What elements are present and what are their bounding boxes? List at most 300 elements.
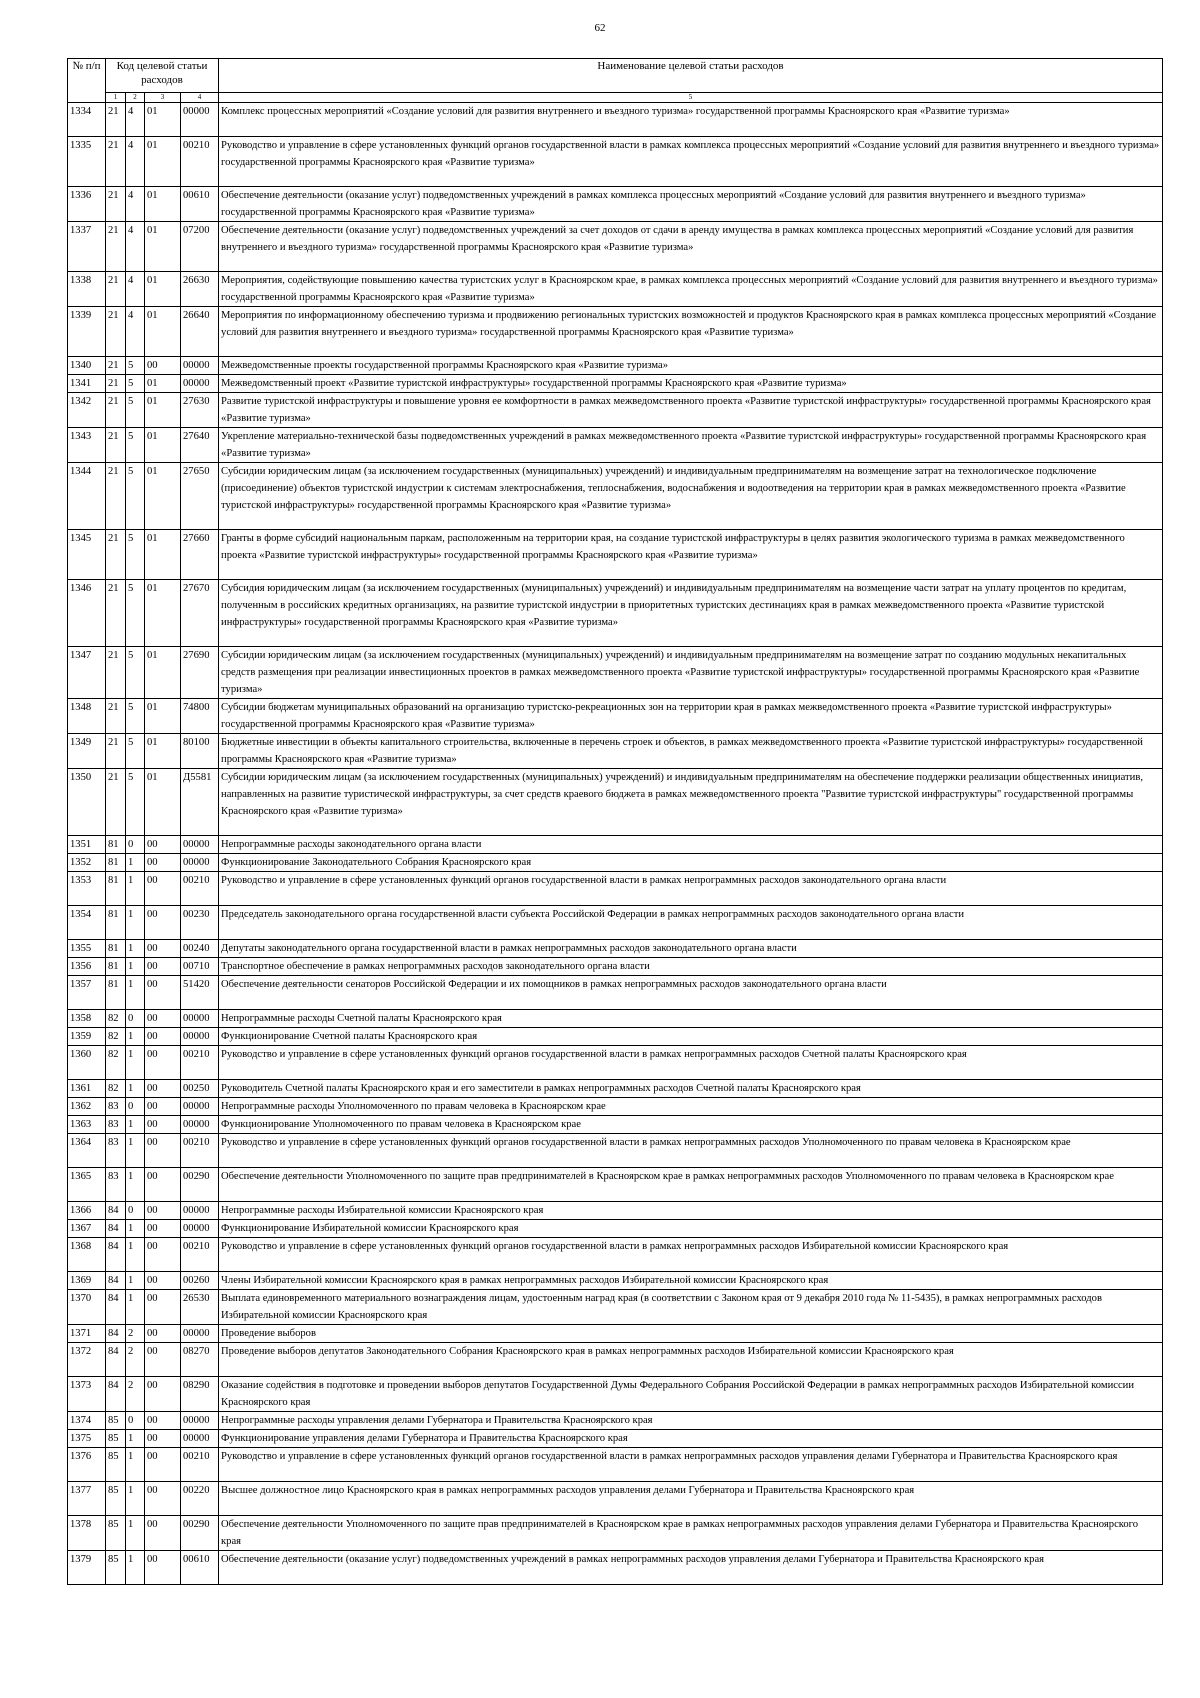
table-subheader-row — [68, 93, 1163, 103]
row-name: Функционирование Уполномоченного по правам человека в Красноярском крае — [219, 1116, 1163, 1134]
code-element: 01 — [145, 187, 181, 222]
row-name: Субсидии юридическим лицам (за исключением государственных (муниципальных) учреждений) и индивидуальным предпринимателям на возмещение затрат по созданию модульных некапитальных средств размещения при реализации инвестиционных проектов в рамках межведомственного проекта «Развитие туристской инфраструктуры» государственной программы Красноярского края «Развитие туризма» — [219, 647, 1163, 699]
code-element: 01 — [145, 734, 181, 769]
code-program: 21 — [106, 769, 126, 836]
code-subprogram: 5 — [126, 463, 145, 530]
code-program: 81 — [106, 940, 126, 958]
code-direction: 00000 — [181, 1116, 219, 1134]
code-program: 21 — [106, 734, 126, 769]
row-name: Субсидия юридическим лицам (за исключением государственных (муниципальных) учреждений) и индивидуальным предпринимателям на возмещение части затрат на уплату процентов по кредитам, полученным в российских кредитных организациях, на развитие туристской индустрии в приоритетных туристских дестинациях края в рамках межведомственного проекта «Развитие туристской инфраструктуры» государственной программы Красноярского края «Развитие туризма» — [219, 580, 1163, 647]
table-row — [68, 1377, 1163, 1412]
row-number: 1345 — [68, 530, 106, 580]
code-element: 00 — [145, 1116, 181, 1134]
row-name: Обеспечение деятельности Уполномоченного по защите прав предпринимателей в Красноярском крае в рамках непрограммных расходов Уполномоченного по правам человека в Красноярском крае — [219, 1168, 1163, 1202]
row-name: Непрограммные расходы Счетной палаты Красноярского края — [219, 1010, 1163, 1028]
table-row — [68, 1238, 1163, 1272]
code-subprogram: 0 — [126, 1098, 145, 1116]
row-name: Члены Избирательной комиссии Красноярского края в рамках непрограммных расходов Избирательной комиссии Красноярского края — [219, 1272, 1163, 1290]
table-row — [68, 222, 1163, 272]
code-direction: 27640 — [181, 428, 219, 463]
code-direction: 00260 — [181, 1272, 219, 1290]
code-element: 00 — [145, 872, 181, 906]
code-element: 01 — [145, 103, 181, 137]
row-number: 1377 — [68, 1482, 106, 1516]
row-number: 1353 — [68, 872, 106, 906]
code-subprogram: 1 — [126, 1080, 145, 1098]
row-number: 1368 — [68, 1238, 106, 1272]
table-row — [68, 1482, 1163, 1516]
code-direction: 00240 — [181, 940, 219, 958]
code-direction: 27630 — [181, 393, 219, 428]
code-program: 21 — [106, 357, 126, 375]
code-subprogram: 1 — [126, 1482, 145, 1516]
row-number: 1357 — [68, 976, 106, 1010]
code-direction: 08270 — [181, 1343, 219, 1377]
table-row — [68, 580, 1163, 647]
table-body — [68, 103, 1163, 1585]
table-row — [68, 1010, 1163, 1028]
table-row — [68, 769, 1163, 836]
row-number: 1376 — [68, 1448, 106, 1482]
row-name: Председатель законодательного органа государственной власти субъекта Российской Федерации в рамках непрограммных расходов законодательного органа власти — [219, 906, 1163, 940]
code-program: 84 — [106, 1272, 126, 1290]
row-name: Проведение выборов — [219, 1325, 1163, 1343]
code-direction: 74800 — [181, 699, 219, 734]
code-direction: 00000 — [181, 375, 219, 393]
code-element: 00 — [145, 1551, 181, 1585]
code-direction: 00210 — [181, 1134, 219, 1168]
table-row — [68, 976, 1163, 1010]
code-subprogram: 1 — [126, 1290, 145, 1325]
table-row — [68, 530, 1163, 580]
code-subprogram: 1 — [126, 1551, 145, 1585]
table-row — [68, 1325, 1163, 1343]
code-program: 81 — [106, 872, 126, 906]
code-subprogram: 5 — [126, 734, 145, 769]
code-element: 00 — [145, 1098, 181, 1116]
code-subprogram: 4 — [126, 222, 145, 272]
code-program: 84 — [106, 1290, 126, 1325]
subheader-5: 5 — [219, 93, 1163, 103]
table-row — [68, 307, 1163, 357]
code-direction: 00610 — [181, 187, 219, 222]
code-subprogram: 4 — [126, 272, 145, 307]
code-program: 21 — [106, 222, 126, 272]
table-row — [68, 1290, 1163, 1325]
row-name: Развитие туристской инфраструктуры и повышение уровня ее комфортности в рамках межведомственного проекта «Развитие туристской инфраструктуры» государственной программы Красноярского края «Развитие туризма» — [219, 393, 1163, 428]
code-subprogram: 1 — [126, 976, 145, 1010]
code-element: 01 — [145, 222, 181, 272]
code-element: 00 — [145, 1412, 181, 1430]
table-header-row — [68, 59, 1163, 93]
row-number: 1346 — [68, 580, 106, 647]
code-direction: 07200 — [181, 222, 219, 272]
code-subprogram: 2 — [126, 1377, 145, 1412]
code-direction: 00000 — [181, 103, 219, 137]
code-direction: 00210 — [181, 137, 219, 187]
code-element: 00 — [145, 1448, 181, 1482]
code-program: 85 — [106, 1516, 126, 1551]
table-row — [68, 958, 1163, 976]
code-program: 85 — [106, 1430, 126, 1448]
column-header-name: Наименование целевой статьи расходов — [219, 59, 1163, 93]
row-name: Депутаты законодательного органа государственной власти в рамках непрограммных расходов законодательного органа власти — [219, 940, 1163, 958]
code-subprogram: 1 — [126, 1028, 145, 1046]
row-name: Обеспечение деятельности Уполномоченного по защите прав предпринимателей в Красноярском крае в рамках непрограммных расходов управления делами Губернатора и Правительства Красноярского края — [219, 1516, 1163, 1551]
code-element: 01 — [145, 428, 181, 463]
code-direction: 00000 — [181, 1098, 219, 1116]
row-name: Межведомственные проекты государственной программы Красноярского края «Развитие туризма» — [219, 357, 1163, 375]
code-program: 21 — [106, 272, 126, 307]
code-direction: 00000 — [181, 1430, 219, 1448]
code-direction: 00000 — [181, 1202, 219, 1220]
code-element: 00 — [145, 1482, 181, 1516]
row-number: 1360 — [68, 1046, 106, 1080]
code-subprogram: 1 — [126, 1046, 145, 1080]
code-direction: 27690 — [181, 647, 219, 699]
code-element: 00 — [145, 357, 181, 375]
row-number: 1364 — [68, 1134, 106, 1168]
code-element: 00 — [145, 1516, 181, 1551]
row-name: Руководитель Счетной палаты Красноярского края и его заместители в рамках непрограммных расходов Счетной палаты Красноярского края — [219, 1080, 1163, 1098]
table-row — [68, 1430, 1163, 1448]
code-element: 00 — [145, 1290, 181, 1325]
code-direction: 26530 — [181, 1290, 219, 1325]
row-name: Межведомственный проект «Развитие туристской инфраструктуры» государственной программы Красноярского края «Развитие туризма» — [219, 375, 1163, 393]
table-row — [68, 1220, 1163, 1238]
code-subprogram: 1 — [126, 958, 145, 976]
code-program: 83 — [106, 1116, 126, 1134]
table-row — [68, 836, 1163, 854]
row-number: 1349 — [68, 734, 106, 769]
code-program: 21 — [106, 137, 126, 187]
table-row — [68, 1202, 1163, 1220]
table-row — [68, 187, 1163, 222]
code-program: 82 — [106, 1028, 126, 1046]
code-element: 00 — [145, 906, 181, 940]
code-program: 21 — [106, 699, 126, 734]
table-row — [68, 393, 1163, 428]
code-subprogram: 5 — [126, 647, 145, 699]
row-name: Непрограммные расходы законодательного органа власти — [219, 836, 1163, 854]
code-subprogram: 4 — [126, 307, 145, 357]
code-subprogram: 0 — [126, 1412, 145, 1430]
column-header-code: Код целевой статьи расходов — [106, 59, 219, 93]
code-element: 00 — [145, 1430, 181, 1448]
row-number: 1340 — [68, 357, 106, 375]
table-row — [68, 1046, 1163, 1080]
code-direction: 00710 — [181, 958, 219, 976]
code-subprogram: 0 — [126, 836, 145, 854]
row-number: 1339 — [68, 307, 106, 357]
code-element: 00 — [145, 958, 181, 976]
code-direction: 00290 — [181, 1516, 219, 1551]
code-direction: 00000 — [181, 1220, 219, 1238]
code-direction: 00000 — [181, 1412, 219, 1430]
code-direction: 00000 — [181, 1325, 219, 1343]
row-number: 1361 — [68, 1080, 106, 1098]
code-program: 84 — [106, 1343, 126, 1377]
row-number: 1374 — [68, 1412, 106, 1430]
row-name: Субсидии юридическим лицам (за исключением государственных (муниципальных) учреждений) и индивидуальным предпринимателям на обеспечение поддержки реализации общественных инициатив, направленных на развитие туристической инфраструктуры, за счет средств краевого бюджета в рамках межведомственного проекта "Развитие туристской инфраструктуры" государственной программы Красноярского края «Развитие туризма» — [219, 769, 1163, 836]
code-subprogram: 5 — [126, 393, 145, 428]
code-element: 01 — [145, 307, 181, 357]
row-name: Укрепление материально-технической базы подведомственных учреждений в рамках межведомственного проекта «Развитие туристской инфраструктуры» государственной программы Красноярского края «Развитие туризма» — [219, 428, 1163, 463]
row-number: 1347 — [68, 647, 106, 699]
table-row — [68, 103, 1163, 137]
code-program: 21 — [106, 375, 126, 393]
code-subprogram: 5 — [126, 699, 145, 734]
table-row — [68, 854, 1163, 872]
code-direction: 00000 — [181, 854, 219, 872]
code-program: 82 — [106, 1010, 126, 1028]
row-name: Высшее должностное лицо Красноярского края в рамках непрограммных расходов управления делами Губернатора и Правительства Красноярского края — [219, 1482, 1163, 1516]
row-number: 1358 — [68, 1010, 106, 1028]
code-subprogram: 0 — [126, 1202, 145, 1220]
code-program: 21 — [106, 393, 126, 428]
table-row — [68, 1272, 1163, 1290]
row-name: Непрограммные расходы Уполномоченного по правам человека в Красноярском крае — [219, 1098, 1163, 1116]
code-direction: 00000 — [181, 357, 219, 375]
subheader-1: 1 — [106, 93, 126, 103]
table-row — [68, 272, 1163, 307]
code-element: 01 — [145, 375, 181, 393]
code-direction: 00610 — [181, 1551, 219, 1585]
code-subprogram: 4 — [126, 187, 145, 222]
code-subprogram: 5 — [126, 530, 145, 580]
code-direction: 26630 — [181, 272, 219, 307]
row-name: Проведение выборов депутатов Законодательного Собрания Красноярского края в рамках непрограммных расходов Избирательной комиссии Красноярского края — [219, 1343, 1163, 1377]
row-name: Субсидии юридическим лицам (за исключением государственных (муниципальных) учреждений) и индивидуальным предпринимателям на возмещение затрат на технологическое подключение (присоединение) объектов туристской индустрии к системам электроснабжения, теплоснабжения, водоснабжения и водоотведения на территории края в рамках межведомственного проекта «Развитие туристской инфраструктуры» государственной программы Красноярского края «Развитие туризма» — [219, 463, 1163, 530]
row-number: 1379 — [68, 1551, 106, 1585]
code-direction: 00210 — [181, 1238, 219, 1272]
code-direction: 27650 — [181, 463, 219, 530]
code-subprogram: 1 — [126, 854, 145, 872]
code-direction: 08290 — [181, 1377, 219, 1412]
code-subprogram: 1 — [126, 1516, 145, 1551]
row-number: 1354 — [68, 906, 106, 940]
code-subprogram: 5 — [126, 428, 145, 463]
table-row — [68, 906, 1163, 940]
code-element: 00 — [145, 1325, 181, 1343]
code-element: 00 — [145, 1168, 181, 1202]
table-row — [68, 1448, 1163, 1482]
code-direction: 00220 — [181, 1482, 219, 1516]
code-element: 00 — [145, 976, 181, 1010]
code-program: 83 — [106, 1098, 126, 1116]
code-direction: 00000 — [181, 836, 219, 854]
row-number: 1359 — [68, 1028, 106, 1046]
row-name: Функционирование Законодательного Собрания Красноярского края — [219, 854, 1163, 872]
table-row — [68, 357, 1163, 375]
table-row — [68, 1168, 1163, 1202]
row-name: Руководство и управление в сфере установленных функций органов государственной власти в рамках непрограммных расходов Избирательной комиссии Красноярского края — [219, 1238, 1163, 1272]
row-number: 1373 — [68, 1377, 106, 1412]
code-program: 84 — [106, 1238, 126, 1272]
code-element: 00 — [145, 1377, 181, 1412]
code-subprogram: 1 — [126, 1134, 145, 1168]
row-number: 1375 — [68, 1430, 106, 1448]
row-name: Руководство и управление в сфере установленных функций органов государственной власти в рамках непрограммных расходов законодательного органа власти — [219, 872, 1163, 906]
row-number: 1341 — [68, 375, 106, 393]
table-row — [68, 1516, 1163, 1551]
row-number: 1356 — [68, 958, 106, 976]
row-name: Функционирование управления делами Губернатора и Правительства Красноярского края — [219, 1430, 1163, 1448]
code-program: 85 — [106, 1412, 126, 1430]
code-element: 01 — [145, 647, 181, 699]
code-program: 81 — [106, 836, 126, 854]
code-program: 84 — [106, 1220, 126, 1238]
code-subprogram: 5 — [126, 769, 145, 836]
row-number: 1365 — [68, 1168, 106, 1202]
code-subprogram: 1 — [126, 1116, 145, 1134]
code-program: 21 — [106, 103, 126, 137]
row-number: 1334 — [68, 103, 106, 137]
row-number: 1337 — [68, 222, 106, 272]
row-name: Обеспечение деятельности сенаторов Российской Федерации и их помощников в рамках непрограммных расходов законодательного органа власти — [219, 976, 1163, 1010]
code-direction: Д5581 — [181, 769, 219, 836]
code-element: 00 — [145, 1220, 181, 1238]
code-direction: 27660 — [181, 530, 219, 580]
code-direction: 00250 — [181, 1080, 219, 1098]
code-program: 81 — [106, 958, 126, 976]
table-row — [68, 872, 1163, 906]
code-subprogram: 1 — [126, 940, 145, 958]
row-number: 1363 — [68, 1116, 106, 1134]
code-element: 00 — [145, 836, 181, 854]
column-header-number: № п/п — [68, 59, 106, 103]
code-program: 82 — [106, 1046, 126, 1080]
code-element: 00 — [145, 940, 181, 958]
code-subprogram: 5 — [126, 375, 145, 393]
code-subprogram: 5 — [126, 357, 145, 375]
code-element: 00 — [145, 1010, 181, 1028]
row-name: Руководство и управление в сфере установленных функций органов государственной власти в рамках непрограммных расходов Уполномоченного по правам человека в Красноярском крае — [219, 1134, 1163, 1168]
row-number: 1352 — [68, 854, 106, 872]
code-element: 01 — [145, 463, 181, 530]
code-direction: 00000 — [181, 1010, 219, 1028]
code-element: 01 — [145, 530, 181, 580]
code-element: 00 — [145, 1028, 181, 1046]
row-name: Мероприятия, содействующие повышению качества туристских услуг в Красноярском крае, в рамках комплекса процессных мероприятий «Создание условий для развития внутреннего и въездного туризма» государственной программы Красноярского края «Развитие туризма» — [219, 272, 1163, 307]
row-number: 1355 — [68, 940, 106, 958]
code-program: 85 — [106, 1482, 126, 1516]
code-program: 84 — [106, 1325, 126, 1343]
code-element: 00 — [145, 854, 181, 872]
row-number: 1362 — [68, 1098, 106, 1116]
table-row — [68, 1116, 1163, 1134]
row-name: Руководство и управление в сфере установленных функций органов государственной власти в рамках непрограммных расходов управления делами Губернатора и Правительства Красноярского края — [219, 1448, 1163, 1482]
table-row — [68, 463, 1163, 530]
code-program: 81 — [106, 976, 126, 1010]
row-number: 1369 — [68, 1272, 106, 1290]
table-row — [68, 1551, 1163, 1585]
code-program: 84 — [106, 1202, 126, 1220]
table-row — [68, 375, 1163, 393]
code-program: 81 — [106, 906, 126, 940]
table-row — [68, 1412, 1163, 1430]
table-row — [68, 647, 1163, 699]
row-name: Гранты в форме субсидий национальным паркам, расположенным на территории края, на создание туристской инфраструктуры в целях развития экологического туризма в рамках межведомственного проекта «Развитие туристской инфраструктуры» государственной программы Красноярского края «Развитие туризма» — [219, 530, 1163, 580]
code-subprogram: 1 — [126, 1238, 145, 1272]
row-number: 1351 — [68, 836, 106, 854]
code-subprogram: 5 — [126, 580, 145, 647]
row-name: Непрограммные расходы Избирательной комиссии Красноярского края — [219, 1202, 1163, 1220]
code-subprogram: 1 — [126, 1272, 145, 1290]
row-name: Непрограммные расходы управления делами Губернатора и Правительства Красноярского края — [219, 1412, 1163, 1430]
row-name: Бюджетные инвестиции в объекты капитального строительства, включенные в перечень строек и объектов, в рамках межведомственного проекта «Развитие туристской инфраструктуры» государственной программы Красноярского края «Развитие туризма» — [219, 734, 1163, 769]
row-name: Субсидии бюджетам муниципальных образований на организацию туристско-рекреационных зон на территории края в рамках межведомственного проекта «Развитие туристской инфраструктуры» государственной программы Красноярского края «Развитие туризма» — [219, 699, 1163, 734]
row-number: 1336 — [68, 187, 106, 222]
code-program: 85 — [106, 1448, 126, 1482]
row-number: 1370 — [68, 1290, 106, 1325]
row-name: Комплекс процессных мероприятий «Создание условий для развития внутреннего и въездного туризма» государственной программы Красноярского края «Развитие туризма» — [219, 103, 1163, 137]
code-program: 21 — [106, 647, 126, 699]
code-element: 01 — [145, 769, 181, 836]
table-row — [68, 1028, 1163, 1046]
table-row — [68, 1098, 1163, 1116]
subheader-3: 3 — [145, 93, 181, 103]
row-name: Обеспечение деятельности (оказание услуг) подведомственных учреждений за счет доходов от сдачи в аренду имущества в рамках комплекса процессных мероприятий «Создание условий для развития внутреннего и въездного туризма» государственной программы Красноярского края «Развитие туризма» — [219, 222, 1163, 272]
code-program: 82 — [106, 1080, 126, 1098]
row-name: Функционирование Избирательной комиссии Красноярского края — [219, 1220, 1163, 1238]
code-program: 81 — [106, 854, 126, 872]
code-subprogram: 4 — [126, 103, 145, 137]
code-program: 21 — [106, 463, 126, 530]
code-element: 01 — [145, 272, 181, 307]
table-row — [68, 1080, 1163, 1098]
row-number: 1342 — [68, 393, 106, 428]
row-name: Транспортное обеспечение в рамках непрограммных расходов законодательного органа власти — [219, 958, 1163, 976]
code-program: 21 — [106, 530, 126, 580]
code-direction: 00290 — [181, 1168, 219, 1202]
row-number: 1335 — [68, 137, 106, 187]
row-number: 1343 — [68, 428, 106, 463]
row-number: 1367 — [68, 1220, 106, 1238]
row-name: Руководство и управление в сфере установленных функций органов государственной власти в рамках комплекса процессных мероприятий «Создание условий для развития внутреннего и въездного туризма» государственной программы Красноярского края «Развитие туризма» — [219, 137, 1163, 187]
code-program: 21 — [106, 307, 126, 357]
code-direction: 00230 — [181, 906, 219, 940]
code-subprogram: 1 — [126, 872, 145, 906]
code-element: 00 — [145, 1080, 181, 1098]
code-subprogram: 2 — [126, 1343, 145, 1377]
row-number: 1338 — [68, 272, 106, 307]
code-element: 00 — [145, 1046, 181, 1080]
table-row — [68, 699, 1163, 734]
target-articles-table — [67, 58, 1163, 1585]
code-program: 21 — [106, 428, 126, 463]
code-direction: 00210 — [181, 872, 219, 906]
row-number: 1372 — [68, 1343, 106, 1377]
table-row — [68, 428, 1163, 463]
page-number: 62 — [594, 22, 606, 34]
row-name: Руководство и управление в сфере установленных функций органов государственной власти в рамках непрограммных расходов Счетной палаты Красноярского края — [219, 1046, 1163, 1080]
code-direction: 00210 — [181, 1448, 219, 1482]
code-direction: 51420 — [181, 976, 219, 1010]
code-program: 85 — [106, 1551, 126, 1585]
code-program: 83 — [106, 1168, 126, 1202]
code-element: 00 — [145, 1202, 181, 1220]
code-element: 01 — [145, 699, 181, 734]
code-subprogram: 1 — [126, 1168, 145, 1202]
code-element: 00 — [145, 1238, 181, 1272]
code-subprogram: 1 — [126, 906, 145, 940]
code-element: 00 — [145, 1272, 181, 1290]
code-subprogram: 1 — [126, 1430, 145, 1448]
code-subprogram: 0 — [126, 1010, 145, 1028]
row-name: Функционирование Счетной палаты Красноярского края — [219, 1028, 1163, 1046]
code-subprogram: 1 — [126, 1220, 145, 1238]
